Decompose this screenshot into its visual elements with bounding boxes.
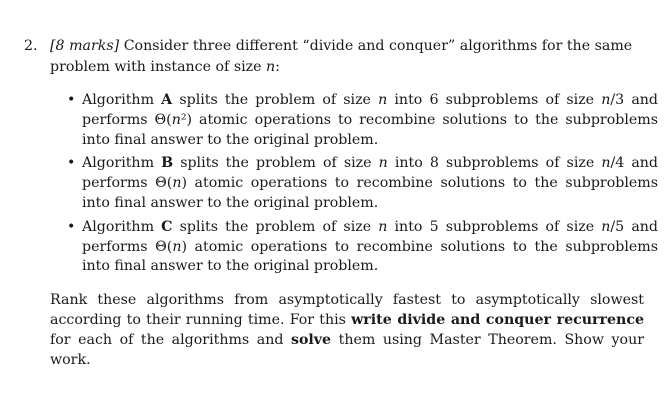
list-item-algorithm-c — [67, 218, 659, 277]
bullet-icon: • — [67, 218, 76, 235]
algorithm-variable: n — [171, 111, 181, 128]
list-item-algorithm-b — [67, 154, 659, 213]
algorithm-variable: n — [378, 92, 388, 108]
algorithm-prefix: Algorithm — [82, 92, 162, 108]
algorithm-text: splits the problem of size — [172, 218, 379, 235]
closing-paragraph — [50, 291, 644, 370]
algorithm-text: ) atomic operations to recombine solutions to the subproblems into final answer to the original problem. — [82, 238, 658, 275]
algorithm-text: into 5 subproblems of size — [387, 218, 602, 235]
question-number: 2. — [24, 38, 38, 54]
algorithm-list — [24, 91, 658, 277]
question-marks: [8 marks] — [50, 38, 120, 54]
intro-end: : — [275, 59, 280, 75]
algorithm-text: ²) atomic operations to recombine solutions to the subproblems into final answer to the original problem. — [82, 111, 658, 148]
closing-emphasis: write divide and conquer recurrence — [351, 311, 644, 328]
algorithm-prefix: Algorithm — [82, 218, 162, 235]
algorithm-name: C — [161, 218, 173, 235]
algorithm-text: splits the problem of size — [172, 92, 379, 108]
algorithm-variable: n — [378, 155, 388, 172]
algorithm-variable: n — [601, 155, 611, 172]
closing-text: for each of the algorithms and — [50, 331, 291, 348]
algorithm-text: into 6 subproblems of size — [387, 92, 602, 108]
algorithm-variable: n — [378, 218, 388, 235]
question-intro — [50, 36, 644, 78]
algorithm-text: /3 and performs Θ( — [82, 92, 659, 128]
algorithm-variable: n — [601, 218, 611, 235]
bullet-icon: • — [67, 92, 76, 108]
intro-variable: n — [266, 59, 276, 75]
algorithm-text: /4 and performs Θ( — [82, 155, 659, 192]
algorithm-name: A — [161, 92, 173, 108]
algorithm-text: /5 and performs Θ( — [82, 218, 659, 255]
question-header — [24, 36, 644, 78]
closing-emphasis: solve — [290, 331, 332, 348]
list-item-algorithm-a — [67, 91, 659, 150]
closing-text: Rank these algorithms from asymptotically fastest to asymptotically slowest according to their running time. For this — [50, 292, 644, 328]
closing-text: them using Master Theorem. Show your work. — [50, 331, 644, 368]
algorithm-text: ) atomic operations to recombine solutions to the subproblems into final answer to the original problem. — [82, 175, 658, 211]
bullet-icon: • — [67, 155, 76, 172]
algorithm-text: splits the problem of size — [173, 155, 379, 172]
algorithm-name: B — [161, 155, 174, 172]
intro-text: Consider three different “divide and conquer” algorithms for the same problem with instance of size — [50, 38, 633, 75]
algorithm-prefix: Algorithm — [82, 155, 162, 172]
algorithm-text: into 8 subproblems of size — [387, 155, 602, 172]
question-2 — [24, 36, 659, 370]
algorithm-variable: n — [172, 175, 182, 192]
algorithm-variable: n — [601, 92, 611, 108]
algorithm-variable: n — [172, 238, 182, 255]
